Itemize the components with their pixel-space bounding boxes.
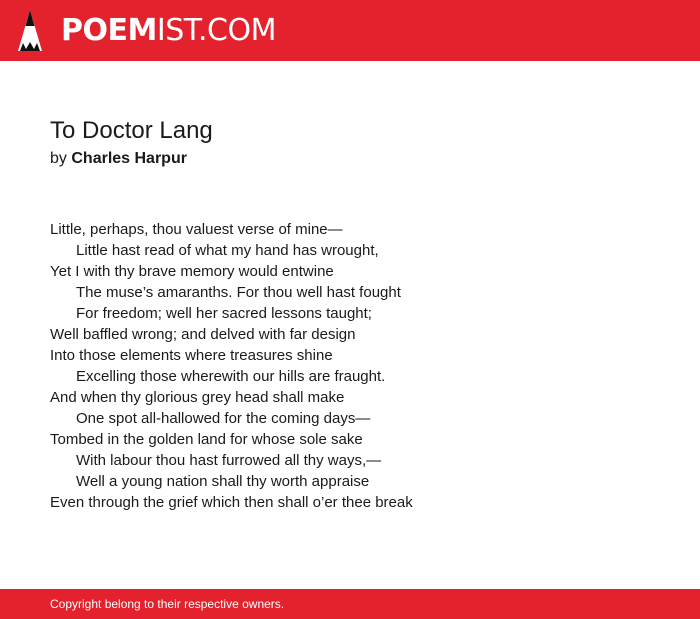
logo-wordmark-light: IST.COM [156, 13, 276, 48]
site-logo[interactable] [17, 9, 276, 53]
poem-line: One spot all-hallowed for the coming days— [76, 410, 371, 427]
poem-line: With labour thou hast furrowed all thy ways,— [76, 452, 382, 469]
author-name: Charles Harpur [71, 150, 187, 167]
poem-line: The muse’s amaranths. For thou well hast fought [76, 284, 401, 301]
byline [50, 149, 187, 169]
poem-body [50, 219, 670, 513]
site-footer [0, 589, 700, 619]
poem-line: Into those elements where treasures shine [50, 347, 333, 364]
poem-title: To Doctor Lang [50, 117, 213, 144]
logo-wordmark-bold: POEM [61, 13, 157, 48]
poem-line: Yet I with thy brave memory would entwine [50, 263, 334, 280]
poem-line: Well baffled wrong; and delved with far design [50, 326, 356, 343]
pencil-tip-icon [17, 9, 43, 53]
poem-line: For freedom; well her sacred lessons taught; [76, 305, 372, 322]
copyright-notice: Copyright belong to their respective owners. [50, 597, 285, 611]
poem-line: Well a young nation shall thy worth appraise [76, 473, 370, 490]
poem-line: And when thy glorious grey head shall make [50, 389, 345, 406]
logo-wordmark [61, 9, 276, 53]
poem-line: Little hast read of what my hand has wrought, [76, 242, 379, 259]
poem-line: Little, perhaps, thou valuest verse of mine— [50, 221, 343, 238]
by-label: by [50, 150, 67, 167]
poem-line: Tombed in the golden land for whose sole sake [50, 431, 363, 448]
site-header [0, 0, 700, 61]
poem-line: Excelling those wherewith our hills are fraught. [76, 368, 386, 385]
poem-line: Even through the grief which then shall o’er thee break [50, 494, 413, 511]
